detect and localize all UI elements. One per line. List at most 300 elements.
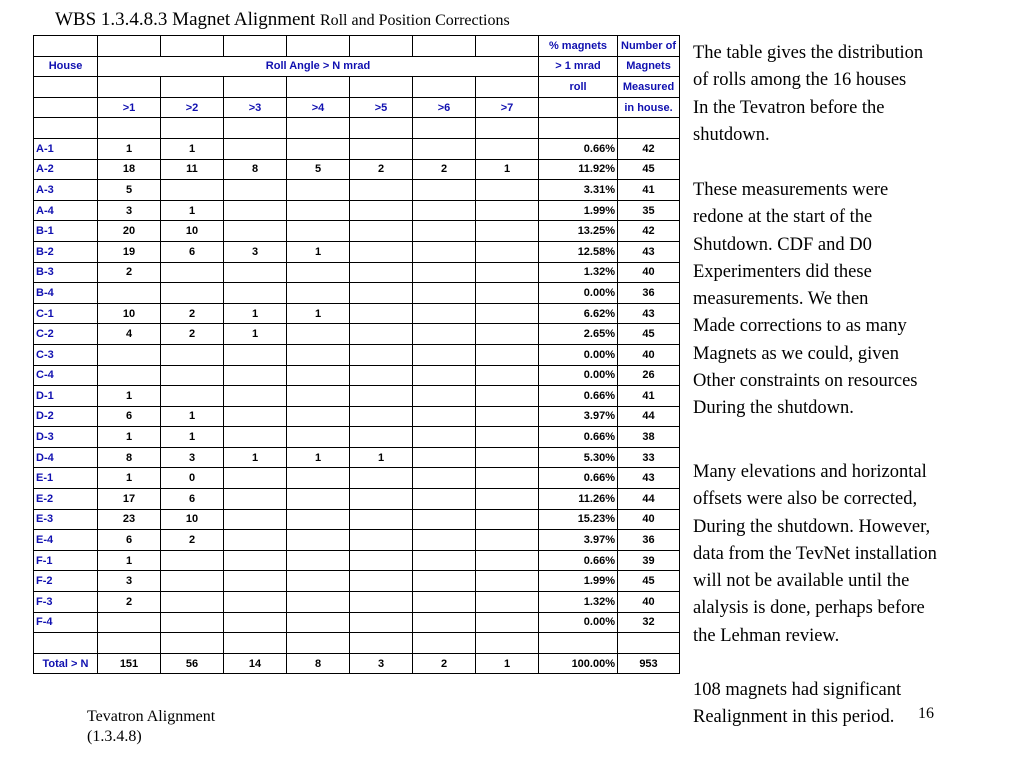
table-row bbox=[34, 283, 680, 304]
percent-cell: 6.62% bbox=[539, 303, 618, 324]
percent-cell: 0.66% bbox=[539, 138, 618, 159]
roll-count-cell bbox=[287, 571, 350, 592]
roll-count-cell bbox=[350, 324, 413, 345]
magnet-count-cell: 40 bbox=[618, 509, 680, 530]
percent-cell: 13.25% bbox=[539, 221, 618, 242]
percent-cell: 11.26% bbox=[539, 489, 618, 510]
roll-count-cell bbox=[224, 489, 287, 510]
percent-cell: 0.66% bbox=[539, 550, 618, 571]
roll-count-cell: 2 bbox=[161, 530, 224, 551]
roll-count-cell: 1 bbox=[98, 386, 161, 407]
footer bbox=[87, 707, 215, 746]
roll-count-cell bbox=[476, 200, 539, 221]
percent-cell: 100.00% bbox=[539, 653, 618, 674]
roll-distribution-table bbox=[33, 35, 680, 674]
roll-count-cell: 8 bbox=[224, 159, 287, 180]
magnet-count-cell: 45 bbox=[618, 571, 680, 592]
roll-count-cell bbox=[413, 550, 476, 571]
roll-count-cell bbox=[350, 365, 413, 386]
roll-count-cell: 4 bbox=[98, 324, 161, 345]
roll-count-cell: 1 bbox=[287, 303, 350, 324]
text-line: In the Tevatron before the bbox=[693, 97, 885, 118]
roll-count-cell bbox=[413, 530, 476, 551]
house-cell: A-3 bbox=[34, 180, 98, 201]
threshold-header: >5 bbox=[350, 97, 413, 118]
roll-count-cell bbox=[350, 303, 413, 324]
text-line: Many elevations and horizontal bbox=[693, 462, 927, 482]
roll-count-cell bbox=[476, 406, 539, 427]
roll-count-cell bbox=[413, 427, 476, 448]
roll-count-cell: 6 bbox=[98, 406, 161, 427]
roll-count-cell bbox=[350, 344, 413, 365]
magnet-count-cell: 43 bbox=[618, 468, 680, 489]
table-row bbox=[34, 530, 680, 551]
roll-count-cell bbox=[350, 612, 413, 633]
roll-count-cell bbox=[224, 365, 287, 386]
roll-count-cell: 1 bbox=[161, 138, 224, 159]
roll-count-cell: 5 bbox=[287, 159, 350, 180]
percent-cell: 0.00% bbox=[539, 344, 618, 365]
header-row-thresholds bbox=[34, 97, 680, 118]
roll-count-cell bbox=[476, 138, 539, 159]
roll-count-cell: 3 bbox=[224, 241, 287, 262]
roll-count-cell: 1 bbox=[350, 447, 413, 468]
spacer-row bbox=[34, 118, 680, 139]
house-cell: C-1 bbox=[34, 303, 98, 324]
roll-count-cell bbox=[287, 180, 350, 201]
roll-count-cell bbox=[413, 489, 476, 510]
text-line: of rolls among the 16 houses bbox=[693, 70, 907, 91]
roll-count-cell: 8 bbox=[98, 447, 161, 468]
roll-count-cell: 1 bbox=[224, 303, 287, 324]
table-row bbox=[34, 550, 680, 571]
roll-count-cell bbox=[287, 283, 350, 304]
threshold-header: >4 bbox=[287, 97, 350, 118]
house-cell: B-1 bbox=[34, 221, 98, 242]
roll-count-cell bbox=[287, 468, 350, 489]
threshold-header: >2 bbox=[161, 97, 224, 118]
roll-count-cell bbox=[161, 344, 224, 365]
magnet-count-cell: 42 bbox=[618, 221, 680, 242]
roll-count-cell bbox=[476, 303, 539, 324]
count-header-line-2: Magnets bbox=[618, 56, 680, 77]
percent-cell: 0.00% bbox=[539, 612, 618, 633]
total-row bbox=[34, 653, 680, 674]
roll-count-cell bbox=[287, 324, 350, 345]
text-line: data from the TevNet installation bbox=[693, 543, 937, 564]
roll-count-cell bbox=[287, 344, 350, 365]
roll-count-cell bbox=[476, 612, 539, 633]
roll-count-cell: 1 bbox=[98, 427, 161, 448]
roll-count-cell bbox=[224, 550, 287, 571]
roll-count-cell bbox=[350, 592, 413, 613]
house-cell: F-2 bbox=[34, 571, 98, 592]
percent-cell: 3.31% bbox=[539, 180, 618, 201]
roll-count-cell bbox=[350, 180, 413, 201]
house-cell: E-2 bbox=[34, 489, 98, 510]
magnet-count-cell: 38 bbox=[618, 427, 680, 448]
count-header-line-3: Measured bbox=[618, 77, 680, 98]
text-line: shutdown. bbox=[693, 124, 770, 145]
roll-count-cell bbox=[413, 468, 476, 489]
slide-title bbox=[55, 9, 510, 31]
roll-count-cell bbox=[413, 303, 476, 324]
roll-count-cell bbox=[476, 489, 539, 510]
page-number: 16 bbox=[918, 705, 934, 722]
table-row bbox=[34, 303, 680, 324]
roll-count-cell bbox=[413, 571, 476, 592]
magnet-count-cell: 36 bbox=[618, 283, 680, 304]
roll-count-cell bbox=[287, 509, 350, 530]
roll-count-cell bbox=[350, 386, 413, 407]
table-row bbox=[34, 489, 680, 510]
house-header: House bbox=[34, 56, 98, 77]
text-line: Realignment in this period. bbox=[693, 707, 895, 728]
threshold-header: >7 bbox=[476, 97, 539, 118]
roll-count-cell bbox=[350, 571, 413, 592]
roll-count-cell: 2 bbox=[350, 159, 413, 180]
table-row bbox=[34, 592, 680, 613]
roll-count-cell bbox=[224, 571, 287, 592]
magnet-count-cell: 26 bbox=[618, 365, 680, 386]
threshold-header: >1 bbox=[98, 97, 161, 118]
roll-count-cell bbox=[476, 221, 539, 242]
roll-count-cell: 17 bbox=[98, 489, 161, 510]
percent-cell: 5.30% bbox=[539, 447, 618, 468]
table-row bbox=[34, 612, 680, 633]
roll-count-cell: 10 bbox=[98, 303, 161, 324]
roll-count-cell bbox=[287, 530, 350, 551]
roll-count-cell bbox=[413, 221, 476, 242]
roll-count-cell bbox=[224, 262, 287, 283]
paragraph-summary bbox=[693, 677, 1013, 732]
roll-count-cell: 18 bbox=[98, 159, 161, 180]
table-row bbox=[34, 180, 680, 201]
roll-count-cell bbox=[413, 262, 476, 283]
roll-count-cell bbox=[224, 386, 287, 407]
roll-count-cell: 6 bbox=[161, 241, 224, 262]
roll-count-cell bbox=[476, 386, 539, 407]
count-header-line-4: in house. bbox=[618, 97, 680, 118]
roll-count-cell: 5 bbox=[98, 180, 161, 201]
roll-count-cell: 1 bbox=[224, 324, 287, 345]
header-row-2 bbox=[34, 56, 680, 77]
percent-cell: 0.00% bbox=[539, 283, 618, 304]
roll-count-cell bbox=[476, 571, 539, 592]
roll-count-cell bbox=[413, 612, 476, 633]
pct-header-line-3: roll bbox=[539, 77, 618, 98]
roll-count-cell bbox=[476, 550, 539, 571]
roll-count-cell bbox=[350, 406, 413, 427]
magnet-count-cell: 45 bbox=[618, 159, 680, 180]
house-cell: D-3 bbox=[34, 427, 98, 448]
roll-count-cell bbox=[287, 592, 350, 613]
magnet-count-cell: 44 bbox=[618, 489, 680, 510]
roll-count-cell bbox=[413, 138, 476, 159]
magnet-count-cell: 41 bbox=[618, 386, 680, 407]
table-row bbox=[34, 138, 680, 159]
magnet-count-cell: 42 bbox=[618, 138, 680, 159]
percent-cell: 0.66% bbox=[539, 468, 618, 489]
magnet-count-cell: 39 bbox=[618, 550, 680, 571]
roll-count-cell bbox=[287, 550, 350, 571]
roll-count-cell bbox=[476, 592, 539, 613]
roll-count-cell bbox=[350, 530, 413, 551]
text-line: Experimenters did these bbox=[693, 261, 872, 282]
percent-cell: 2.65% bbox=[539, 324, 618, 345]
roll-count-cell bbox=[287, 489, 350, 510]
roll-count-cell bbox=[350, 283, 413, 304]
magnet-count-cell: 40 bbox=[618, 262, 680, 283]
magnet-count-cell: 953 bbox=[618, 653, 680, 674]
house-cell: A-2 bbox=[34, 159, 98, 180]
header-row-1 bbox=[34, 36, 680, 57]
house-cell: A-4 bbox=[34, 200, 98, 221]
roll-count-cell: 14 bbox=[224, 653, 287, 674]
house-cell: Total > N bbox=[34, 653, 98, 674]
text-line: During the shutdown. bbox=[693, 398, 854, 419]
magnet-count-cell: 45 bbox=[618, 324, 680, 345]
magnet-count-cell: 41 bbox=[618, 180, 680, 201]
roll-count-cell: 0 bbox=[161, 468, 224, 489]
table-row bbox=[34, 365, 680, 386]
roll-count-cell: 1 bbox=[98, 468, 161, 489]
house-cell: B-4 bbox=[34, 283, 98, 304]
table-row bbox=[34, 200, 680, 221]
roll-count-cell: 6 bbox=[98, 530, 161, 551]
house-cell: C-2 bbox=[34, 324, 98, 345]
house-cell: A-1 bbox=[34, 138, 98, 159]
roll-count-cell: 3 bbox=[98, 571, 161, 592]
magnet-count-cell: 33 bbox=[618, 447, 680, 468]
paragraph-measurements bbox=[693, 177, 1013, 423]
roll-count-cell bbox=[350, 200, 413, 221]
table-row bbox=[34, 344, 680, 365]
roll-count-cell bbox=[476, 241, 539, 262]
table-row bbox=[34, 468, 680, 489]
roll-count-cell bbox=[224, 180, 287, 201]
roll-count-cell bbox=[476, 344, 539, 365]
house-cell: D-2 bbox=[34, 406, 98, 427]
roll-count-cell bbox=[287, 200, 350, 221]
table-row bbox=[34, 262, 680, 283]
roll-count-cell bbox=[287, 427, 350, 448]
roll-count-cell: 2 bbox=[161, 324, 224, 345]
table-row bbox=[34, 159, 680, 180]
roll-count-cell bbox=[161, 571, 224, 592]
table-body bbox=[34, 36, 680, 674]
table-row bbox=[34, 571, 680, 592]
house-cell: E-3 bbox=[34, 509, 98, 530]
roll-count-cell bbox=[161, 612, 224, 633]
roll-count-cell bbox=[287, 612, 350, 633]
magnet-count-cell: 36 bbox=[618, 530, 680, 551]
table-row bbox=[34, 509, 680, 530]
text-line: offsets were also be corrected, bbox=[693, 489, 918, 510]
count-header-line-1: Number of bbox=[618, 36, 680, 57]
house-cell: C-4 bbox=[34, 365, 98, 386]
roll-count-cell: 19 bbox=[98, 241, 161, 262]
roll-count-cell bbox=[224, 530, 287, 551]
house-cell: E-4 bbox=[34, 530, 98, 551]
roll-count-cell bbox=[224, 344, 287, 365]
roll-count-cell bbox=[350, 241, 413, 262]
roll-count-cell: 23 bbox=[98, 509, 161, 530]
roll-count-cell bbox=[476, 262, 539, 283]
roll-count-cell bbox=[476, 324, 539, 345]
roll-count-cell: 1 bbox=[287, 241, 350, 262]
percent-cell: 1.32% bbox=[539, 262, 618, 283]
magnet-count-cell: 44 bbox=[618, 406, 680, 427]
threshold-header: >3 bbox=[224, 97, 287, 118]
roll-count-cell bbox=[350, 262, 413, 283]
roll-count-cell bbox=[476, 509, 539, 530]
roll-count-cell: 3 bbox=[350, 653, 413, 674]
text-line: will not be available until the bbox=[693, 571, 910, 592]
roll-count-cell: 1 bbox=[287, 447, 350, 468]
roll-count-cell bbox=[224, 427, 287, 448]
text-line: 108 magnets had significant bbox=[693, 680, 902, 700]
text-line: the Lehman review. bbox=[693, 625, 840, 646]
house-cell: D-4 bbox=[34, 447, 98, 468]
roll-count-cell bbox=[413, 180, 476, 201]
roll-count-cell bbox=[161, 592, 224, 613]
percent-cell: 12.58% bbox=[539, 241, 618, 262]
roll-count-cell: 1 bbox=[98, 138, 161, 159]
roll-count-cell bbox=[476, 530, 539, 551]
roll-count-cell bbox=[161, 180, 224, 201]
text-line: Shutdown. CDF and D0 bbox=[693, 234, 872, 255]
roll-count-cell bbox=[161, 386, 224, 407]
roll-count-cell bbox=[287, 406, 350, 427]
roll-count-cell bbox=[98, 612, 161, 633]
roll-count-cell bbox=[287, 138, 350, 159]
roll-count-cell: 1 bbox=[98, 550, 161, 571]
roll-count-cell bbox=[287, 262, 350, 283]
table-row bbox=[34, 386, 680, 407]
roll-count-cell bbox=[476, 447, 539, 468]
roll-count-cell: 20 bbox=[98, 221, 161, 242]
footer-title: Tevatron Alignment bbox=[87, 708, 216, 725]
roll-count-cell: 2 bbox=[161, 303, 224, 324]
roll-count-cell bbox=[161, 550, 224, 571]
roll-count-cell: 1 bbox=[161, 406, 224, 427]
roll-count-cell bbox=[350, 221, 413, 242]
roll-count-cell bbox=[476, 283, 539, 304]
roll-count-cell bbox=[413, 241, 476, 262]
roll-count-cell: 3 bbox=[161, 447, 224, 468]
roll-count-cell: 1 bbox=[224, 447, 287, 468]
percent-cell: 3.97% bbox=[539, 406, 618, 427]
roll-count-cell: 6 bbox=[161, 489, 224, 510]
roll-count-cell bbox=[224, 612, 287, 633]
magnet-count-cell: 35 bbox=[618, 200, 680, 221]
text-line: redone at the start of the bbox=[693, 207, 873, 228]
table-row bbox=[34, 324, 680, 345]
spacer-row bbox=[34, 633, 680, 654]
roll-count-cell bbox=[476, 365, 539, 386]
text-line: alalysis is done, perhaps before bbox=[693, 598, 925, 619]
percent-cell: 11.92% bbox=[539, 159, 618, 180]
roll-count-cell bbox=[413, 324, 476, 345]
house-cell: F-3 bbox=[34, 592, 98, 613]
text-line: measurements. We then bbox=[693, 289, 869, 310]
text-line: The table gives the distribution bbox=[693, 43, 924, 63]
text-line: These measurements were bbox=[693, 180, 889, 200]
roll-count-cell: 56 bbox=[161, 653, 224, 674]
table-row bbox=[34, 427, 680, 448]
roll-count-cell: 1 bbox=[476, 159, 539, 180]
roll-count-cell: 2 bbox=[413, 159, 476, 180]
paragraph-distribution-intro bbox=[693, 40, 1013, 149]
roll-count-cell: 151 bbox=[98, 653, 161, 674]
roll-count-cell bbox=[224, 221, 287, 242]
roll-count-cell bbox=[224, 138, 287, 159]
pct-header-line-2: > 1 mrad bbox=[539, 56, 618, 77]
house-cell: F-4 bbox=[34, 612, 98, 633]
text-line: Other constraints on resources bbox=[693, 371, 918, 392]
roll-count-cell bbox=[413, 447, 476, 468]
roll-count-cell bbox=[287, 221, 350, 242]
roll-count-cell bbox=[413, 283, 476, 304]
house-cell: F-1 bbox=[34, 550, 98, 571]
pct-header-line-1: % magnets bbox=[539, 36, 618, 57]
roll-count-cell: 1 bbox=[161, 427, 224, 448]
house-cell: B-3 bbox=[34, 262, 98, 283]
table-row bbox=[34, 406, 680, 427]
threshold-header: >6 bbox=[413, 97, 476, 118]
percent-cell: 0.66% bbox=[539, 386, 618, 407]
roll-count-cell: 1 bbox=[476, 653, 539, 674]
roll-count-cell: 3 bbox=[98, 200, 161, 221]
percent-cell: 1.32% bbox=[539, 592, 618, 613]
roll-count-cell bbox=[413, 406, 476, 427]
roll-count-cell bbox=[350, 427, 413, 448]
roll-count-cell bbox=[413, 200, 476, 221]
percent-cell: 1.99% bbox=[539, 200, 618, 221]
magnet-count-cell: 32 bbox=[618, 612, 680, 633]
roll-count-cell bbox=[350, 509, 413, 530]
table-row bbox=[34, 447, 680, 468]
table-row bbox=[34, 221, 680, 242]
roll-count-cell bbox=[413, 344, 476, 365]
header-row-3 bbox=[34, 77, 680, 98]
roll-count-cell bbox=[98, 283, 161, 304]
magnet-count-cell: 40 bbox=[618, 592, 680, 613]
percent-cell: 0.66% bbox=[539, 427, 618, 448]
roll-count-cell bbox=[413, 386, 476, 407]
roll-count-cell bbox=[413, 592, 476, 613]
footer-wbs-number: (1.3.4.8) bbox=[87, 727, 142, 745]
percent-cell: 0.00% bbox=[539, 365, 618, 386]
percent-cell: 3.97% bbox=[539, 530, 618, 551]
roll-angle-header: Roll Angle > N mrad bbox=[98, 56, 539, 77]
roll-count-cell bbox=[350, 138, 413, 159]
roll-count-cell bbox=[161, 365, 224, 386]
roll-count-cell bbox=[224, 592, 287, 613]
roll-count-cell bbox=[413, 509, 476, 530]
title-subtitle: Roll and Position Corrections bbox=[319, 12, 510, 29]
table-row bbox=[34, 241, 680, 262]
roll-count-cell bbox=[287, 386, 350, 407]
magnet-count-cell: 40 bbox=[618, 344, 680, 365]
roll-count-cell bbox=[350, 489, 413, 510]
house-cell: D-1 bbox=[34, 386, 98, 407]
roll-count-cell bbox=[224, 200, 287, 221]
percent-cell: 1.99% bbox=[539, 571, 618, 592]
roll-count-cell bbox=[224, 406, 287, 427]
roll-count-cell bbox=[98, 365, 161, 386]
